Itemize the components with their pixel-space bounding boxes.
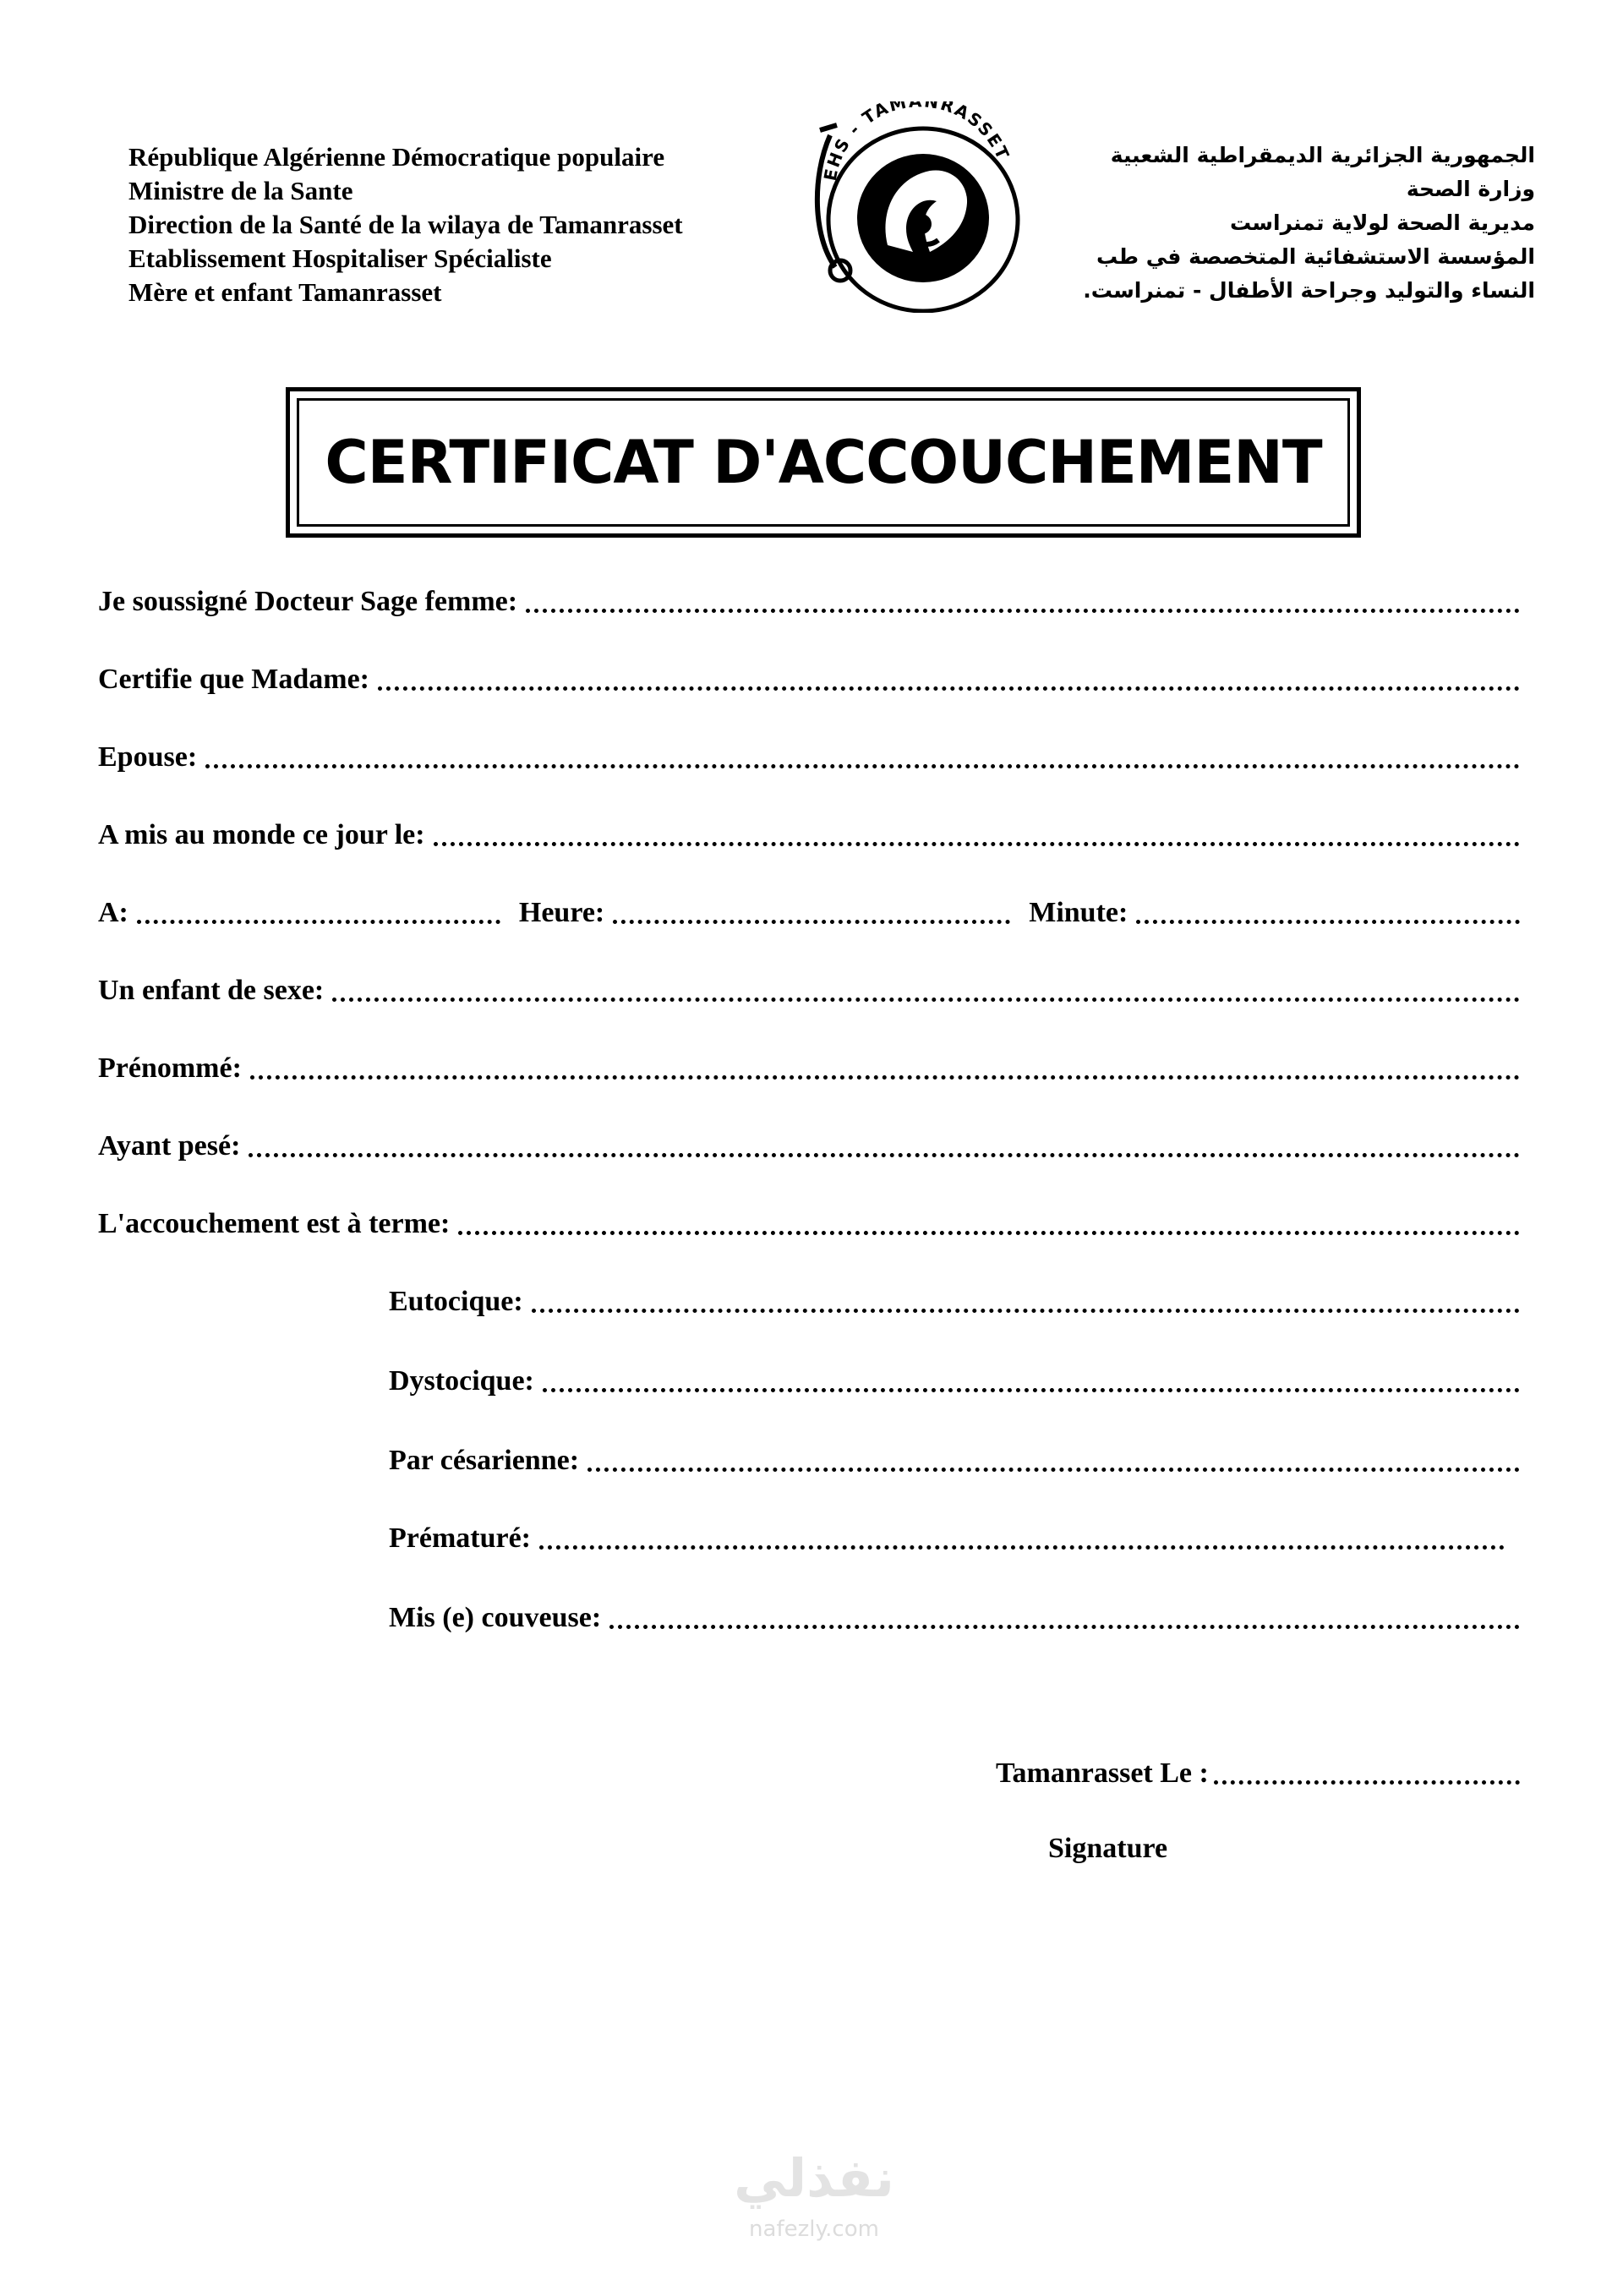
header-right-block [1011, 139, 1535, 308]
fill-line[interactable] [205, 764, 1520, 768]
fill-line[interactable] [250, 1075, 1520, 1080]
watermark [717, 2140, 911, 2267]
watermark-latin: nafezly.com [749, 2217, 879, 2242]
header-right-line: النساء والتوليد وجراحة الأطفال - تمنراست. [1083, 278, 1535, 303]
field-label: Certifie que Madame: [98, 664, 370, 695]
field-label-minute: Minute: [1029, 897, 1128, 928]
field-doctor[interactable] [98, 582, 1520, 622]
fill-line[interactable] [609, 1625, 1520, 1629]
field-prenomme[interactable] [98, 1048, 1520, 1089]
field-label: L'accouchement est à terme: [98, 1208, 451, 1239]
fill-line[interactable] [543, 1388, 1520, 1392]
field-sexe[interactable] [98, 970, 1520, 1011]
field-label: Epouse: [98, 741, 198, 773]
header-left-line: Etablissement Hospitaliser Spécialiste [128, 243, 552, 273]
fill-line-place[interactable] [137, 920, 500, 924]
hospital-logo [795, 101, 1048, 313]
field-label: Un enfant de sexe: [98, 975, 325, 1006]
title-frame [286, 387, 1361, 538]
fill-line-heure[interactable] [613, 920, 1010, 924]
fill-line[interactable] [587, 1468, 1520, 1472]
header-right-line: الجمهورية الجزائرية الديمقراطية الشعبية [1110, 143, 1535, 167]
fill-line[interactable] [539, 1545, 1505, 1550]
field-couveuse[interactable] [389, 1598, 1520, 1638]
place-date-field[interactable] [996, 1753, 1520, 1794]
header-left-line: Direction de la Santé de la wilaya de Tamanrasset [128, 210, 683, 239]
field-label: Prénommé: [98, 1052, 242, 1084]
field-cesarienne[interactable] [389, 1440, 1520, 1481]
field-label: Prématuré: [389, 1522, 532, 1554]
field-label: Dystocique: [389, 1365, 534, 1397]
field-date[interactable] [98, 815, 1520, 856]
mother-child-stethoscope-emblem-icon [795, 101, 1048, 313]
field-label-place: A: [98, 897, 128, 928]
header-left-line: Ministre de la Sante [128, 176, 353, 205]
signature-label: Signature [1048, 1833, 1168, 1864]
field-eutocique[interactable] [389, 1282, 1520, 1322]
field-dystocique[interactable] [389, 1361, 1520, 1402]
fill-line-minute[interactable] [1136, 920, 1520, 924]
fill-line[interactable] [332, 998, 1520, 1002]
fill-line[interactable] [249, 1153, 1520, 1157]
header-left-block [128, 140, 788, 309]
header-left-line: Mère et enfant Tamanrasset [128, 277, 442, 307]
place-date-label: Tamanrasset Le : [996, 1758, 1209, 1789]
field-label-heure: Heure: [518, 897, 605, 928]
fill-line[interactable] [458, 1231, 1520, 1235]
watermark-arabic: نفذلي [734, 2147, 894, 2209]
fill-line[interactable] [378, 686, 1520, 691]
svg-text:EHS - TAMANRASSET: EHS - TAM NRASSET [819, 101, 1014, 183]
field-poids[interactable] [98, 1126, 1520, 1167]
field-epouse[interactable] [98, 737, 1520, 778]
document-title: CERTIFICAT D'ACCOUCHEMENT [325, 428, 1322, 497]
fill-line[interactable] [434, 842, 1520, 846]
field-label: Par césarienne: [389, 1445, 580, 1476]
header-right-line: وزارة الصحة [1406, 177, 1535, 201]
fill-line[interactable] [532, 1309, 1520, 1313]
fill-line[interactable] [526, 609, 1520, 613]
header-right-line: مديرية الصحة لولاية تمنراست [1229, 210, 1535, 235]
field-label: Eutocique: [389, 1286, 523, 1317]
field-label: Je soussigné Docteur Sage femme: [98, 586, 518, 617]
field-place-time-row [98, 893, 1520, 933]
field-madame[interactable] [98, 659, 1520, 700]
fill-line[interactable] [1214, 1780, 1520, 1785]
title-inner-frame [297, 398, 1350, 527]
field-label: Ayant pesé: [98, 1130, 241, 1162]
field-label: A mis au monde ce jour le: [98, 819, 425, 850]
header-right-line: المؤسسة الاستشفائية المتخصصة في طب [1096, 244, 1535, 269]
field-label: Mis (e) couveuse: [389, 1602, 602, 1633]
header-left-line: République Algérienne Démocratique populaire [128, 142, 665, 172]
field-premature[interactable] [389, 1518, 1505, 1559]
field-terme[interactable] [98, 1204, 1520, 1244]
